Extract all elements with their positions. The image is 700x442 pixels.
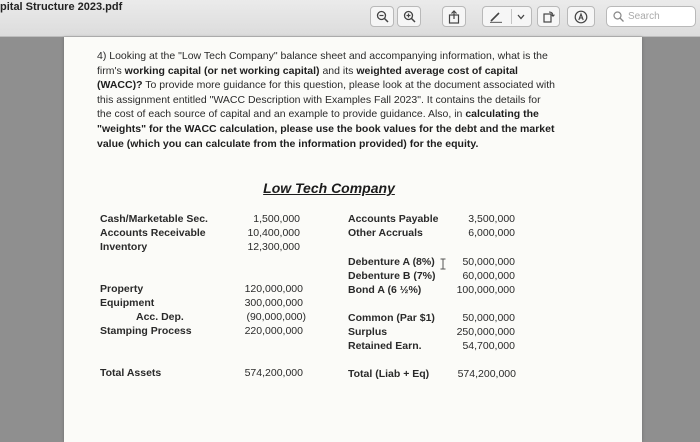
asset-label: Equipment — [100, 297, 155, 309]
share-button[interactable] — [442, 6, 466, 27]
question-part-3: To provide more guidance for this question, please look at the document associated with this assignment entitled "WACC Description with Examples Fall 2023". It contains the details for the cost of each source of capital and an example to provide guidance. Also, in — [97, 79, 555, 121]
liability-label: Debenture B (7%) — [348, 270, 436, 282]
share-icon — [448, 10, 460, 24]
asset-value: 220,000,000 — [244, 325, 303, 337]
asset-value: 120,000,000 — [244, 283, 303, 295]
liability-label: Other Accruals — [348, 227, 423, 239]
markup-button[interactable] — [482, 6, 532, 27]
question-bold-1: working capital (or net working capital) — [124, 64, 320, 77]
liability-label: Accounts Payable — [348, 213, 439, 225]
zoom-out-button[interactable] — [370, 6, 394, 27]
asset-label: Cash/Marketable Sec. — [100, 213, 208, 225]
liability-value: 100,000,000 — [456, 284, 515, 296]
asset-label: Acc. Dep. — [136, 311, 184, 323]
total-assets-value: 574,200,000 — [244, 367, 303, 379]
text-cursor-icon — [440, 258, 446, 270]
window-titlebar — [0, 0, 700, 37]
search-icon — [613, 11, 624, 22]
liability-label: Common (Par $1) — [348, 312, 435, 324]
asset-value: 1,500,000 — [253, 213, 300, 225]
asset-label: Property — [100, 283, 144, 295]
search-placeholder: Search — [628, 11, 660, 22]
asset-value: 10,400,000 — [247, 227, 300, 239]
rotate-icon — [542, 10, 555, 23]
liability-value: 54,700,000 — [462, 340, 515, 352]
annotate-icon — [574, 10, 588, 24]
liability-label: Bond A (6 ½%) — [348, 284, 422, 296]
total-liab-label: Total (Liab + Eq) — [348, 368, 430, 380]
question-bold-2: weighted average cost of capital (WACC)? — [97, 64, 518, 92]
asset-value: 300,000,000 — [244, 297, 303, 309]
document-title: pital Structure 2023.pdf — [0, 1, 123, 13]
asset-value: (90,000,000) — [246, 311, 306, 323]
company-title: Low Tech Company — [263, 180, 395, 196]
liability-value: 50,000,000 — [462, 312, 515, 324]
liability-value: 6,000,000 — [468, 227, 515, 239]
total-liab-value: 574,200,000 — [457, 368, 516, 380]
liability-value: 250,000,000 — [456, 326, 515, 338]
zoom-out-icon — [376, 10, 389, 23]
pdf-page — [64, 37, 642, 442]
chevron-down-icon[interactable] — [517, 14, 525, 20]
liability-label: Surplus — [348, 326, 388, 338]
markup-pen-icon — [489, 10, 503, 23]
liability-value: 60,000,000 — [462, 270, 515, 282]
question-part-1: 4) Looking at the "Low Tech Company" balance sheet and accompanying information, what is the firm's — [97, 50, 548, 77]
rotate-button[interactable] — [537, 6, 560, 27]
question-text — [97, 49, 557, 151]
zoom-in-button[interactable] — [397, 6, 421, 27]
asset-label: Inventory — [100, 241, 148, 253]
asset-label: Accounts Receivable — [100, 227, 206, 239]
question-part-2: and its — [319, 64, 357, 77]
total-assets-label: Total Assets — [100, 367, 162, 379]
liability-value: 50,000,000 — [462, 256, 515, 268]
question-bold-3: calculating the "weights" for the WACC calculation, please use the book values for the debt and the market value (which you can calculate from the information provided) for the equity. — [97, 108, 555, 150]
asset-value: 12,300,000 — [247, 241, 300, 253]
search-input[interactable] — [606, 6, 696, 27]
liability-value: 3,500,000 — [468, 213, 515, 225]
zoom-in-icon — [403, 10, 416, 23]
liability-label: Retained Earn. — [348, 340, 422, 352]
annotate-button[interactable] — [567, 6, 595, 27]
asset-label: Stamping Process — [100, 325, 192, 337]
liability-label: Debenture A (8%) — [348, 256, 435, 268]
